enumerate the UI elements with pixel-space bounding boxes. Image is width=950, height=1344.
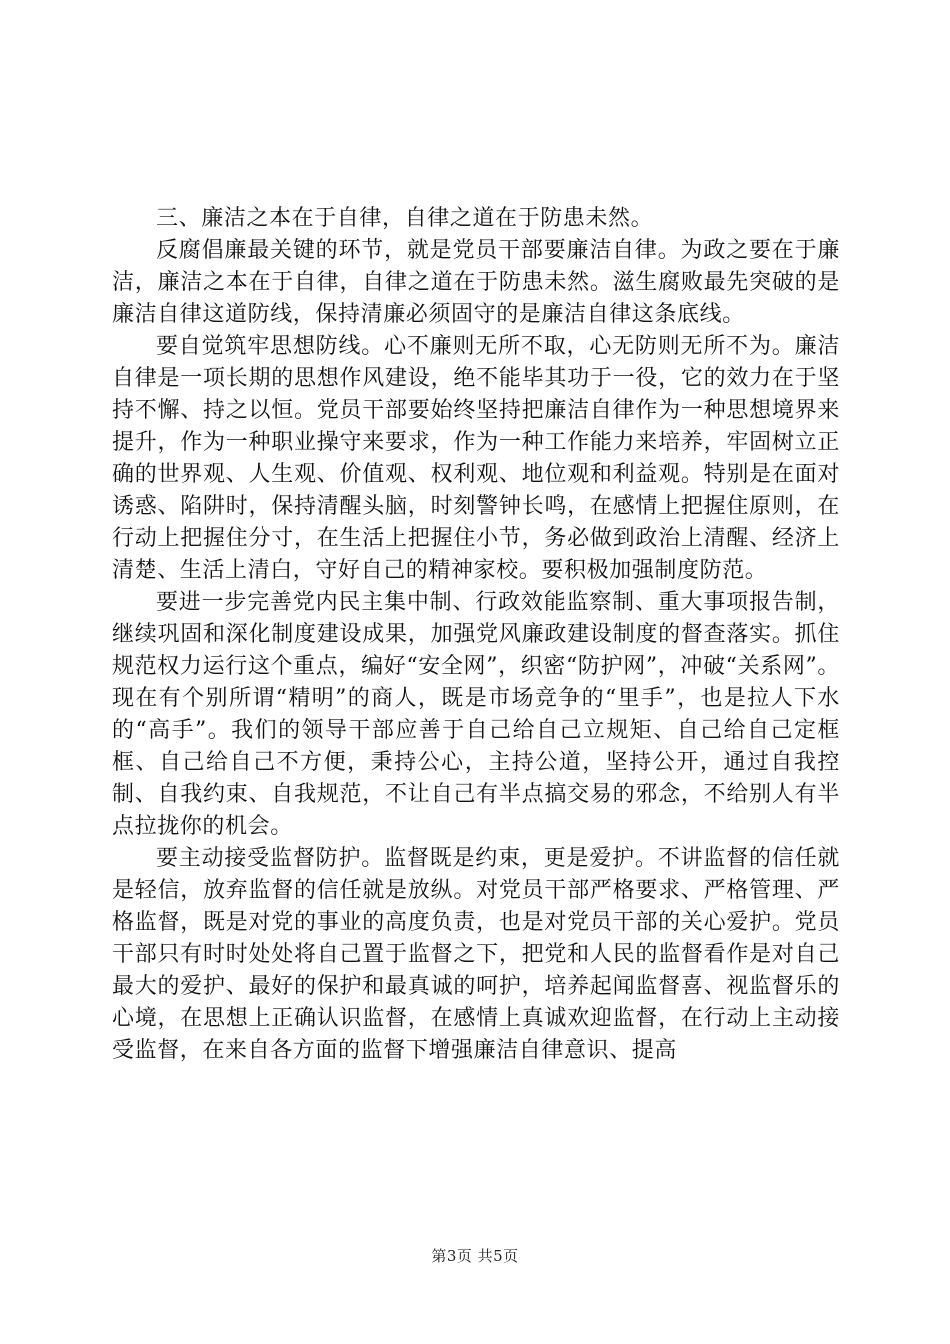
- paragraph: 要自觉筑牢思想防线。心不廉则无所不取，心无防则无所不为。廉洁自律是一项长期的思想作风建设，绝不能毕其功于一役，它的效力在于坚持不懈、持之以恒。党员干部要始终坚持把廉洁自律作为一种思想境界来提升，作为一种职业操守来要求，作为一种工作能力来培养，牢固树立正确的世界观、人生观、价值观、权利观、地位观和利益观。特别是在面对诱惑、陷阱时，保持清醒头脑，时刻警钟长鸣，在感情上把握住原则，在行动上把握住分寸，在生活上把握住小节，务必做到政治上清醒、经济上清楚、生活上清白，守好自己的精神家校。要积极加强制度防范。: [112, 334, 840, 583]
- paragraph: 要主动接受监督防护。监督既是约束，更是爱护。不讲监督的信任就是轻信，放弃监督的信任就是放纵。对党员干部严格要求、严格管理、严格监督，既是对党的事业的高度负责，也是对党员干部的关心爱护。党员干部只有时时处处将自己置于监督之下，把党和人民的监督看作是对自己最大的爱护、最好的保护和最真诚的呵护，培养起闻监督喜、视监督乐的心境，在思想上正确认识监督，在感情上真诚欢迎监督，在行动上主动接受监督，在来自各方面的监督下增强廉洁自律意识、提高: [112, 846, 840, 1063]
- document-body: [112, 203, 840, 1067]
- paragraph: 要进一步完善党内民主集中制、行政效能监察制、重大事项报告制，继续巩固和深化制度建设成果，加强党风廉政建设制度的督查落实。抓住规范权力运行这个重点，编好“安全网”，织密“防护网”，冲破“关系网”。现在有个别所谓“精明”的商人，既是市场竞争的“里手”，也是拉人下水的“高手”。我们的领导干部应善于自己给自己立规矩、自己给自己定框框、自己给自己不方便，秉持公心，主持公道，坚持公开，通过自我控制、自我约束、自我规范，不让自己有半点搞交易的邪念，不给别人有半点拉拢你的机会。: [112, 590, 840, 839]
- page-number-footer: 第3页 共5页: [431, 1247, 519, 1265]
- section-heading: 三、廉洁之本在于自律，自律之道在于防患未然。: [156, 206, 654, 231]
- paragraph: 反腐倡廉最关键的环节，就是党员干部要廉洁自律。为政之要在于廉洁，廉洁之本在于自律，自律之道在于防患未然。滋生腐败最先突破的是廉洁自律这道防线，保持清廉必须固守的是廉洁自律这条底线。: [112, 238, 840, 327]
